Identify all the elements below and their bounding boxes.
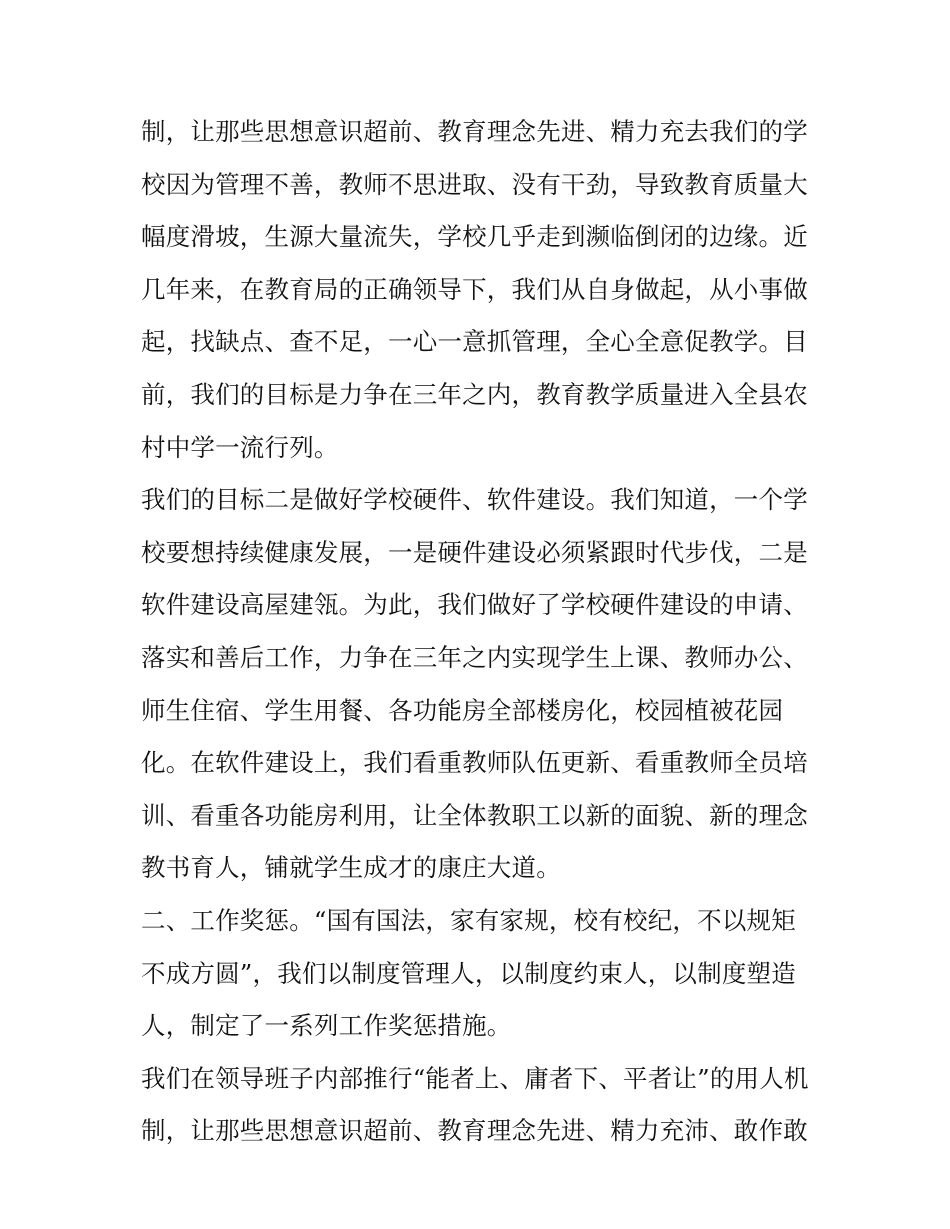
text-line: 前，我们的目标是力争在三年之内，教育教学质量进入全县农 (141, 379, 808, 409)
text-line: 校要想持续健康发展，一是硬件建设必须紧跟时代步伐，二是 (141, 537, 808, 567)
text-line: 几年来，在教育局的正确领导下，我们从自身做起，从小事做 (141, 274, 808, 304)
text-line: 教书育人，铺就学生成才的康庄大道。 (141, 853, 561, 883)
text-line: 制，让那些思想意识超前、教育理念先进、精力充去我们的学 (141, 117, 808, 146)
text-line: 训、看重各功能房利用，让全体教职工以新的面貌、新的理念 (141, 800, 808, 830)
text-line: 村中学一流行列。 (141, 432, 339, 462)
text-line: 起，找缺点、查不足，一心一意抓管理，全心全意促教学。目 (141, 327, 808, 357)
text-line: 落实和善后工作，力争在三年之内实现学生上课、教师办公、 (141, 642, 808, 672)
text-line: 我们的目标二是做好学校硬件、软件建设。我们知道，一个学 (141, 485, 808, 515)
text-line: 人，制定了一系列工作奖惩措施。 (141, 1011, 512, 1041)
text-line: 软件建设高屋建瓴。为此，我们做好了学校硬件建设的申请、 (141, 590, 808, 620)
text-line: 校因为管理不善，教师不思进取、没有干劲，导致教育质量大 (141, 169, 808, 199)
text-line: 化。在软件建设上，我们看重教师队伍更新、看重教师全员培 (141, 748, 808, 778)
text-line: 幅度滑坡，生源大量流失，学校几乎走到濒临倒闭的边缘。近 (141, 222, 808, 252)
text-line: 师生住宿、学生用餐、各功能房全部楼房化，校园植被花园 (141, 695, 784, 725)
text-line: 二、工作奖惩。“国有国法，家有家规，校有校纪，不以规矩 (141, 905, 796, 935)
text-line: 不成方圆”，我们以制度管理人，以制度约束人，以制度塑造 (141, 958, 796, 988)
text-line: 我们在领导班子内部推行“能者上、庸者下、平者让”的用人机 (141, 1063, 809, 1093)
document-body (141, 106, 816, 1158)
text-line: 制，让那些思想意识超前、教育理念先进、精力充沛、敢作敢 (141, 1116, 808, 1146)
